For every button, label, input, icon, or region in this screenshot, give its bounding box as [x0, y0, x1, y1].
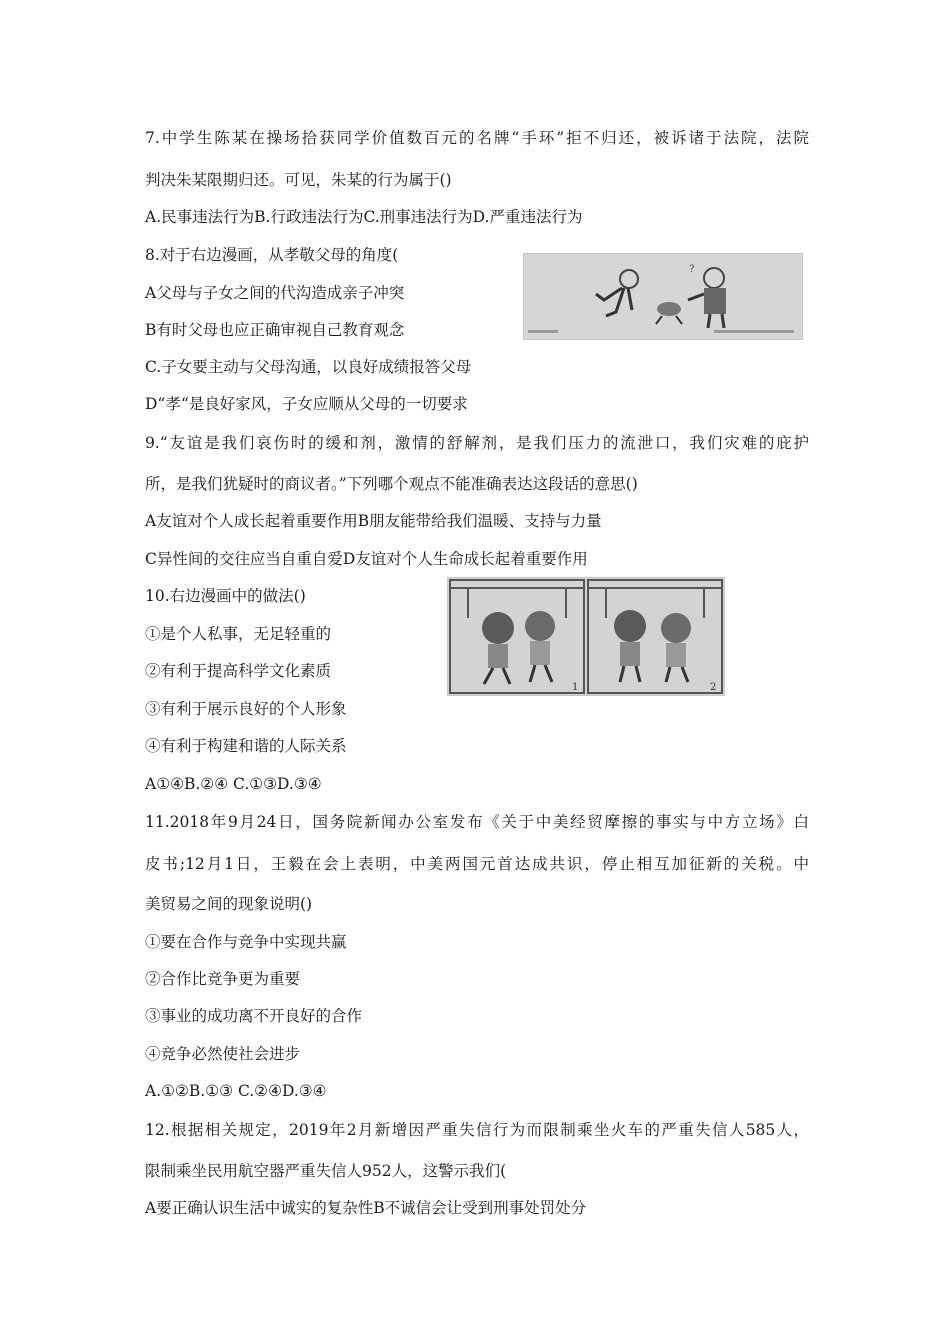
q9-stem-line2: 所，是我们犹疑时的商议者。”下列哪个观点不能准确表达这段话的意思(): [145, 475, 638, 493]
q9-options-ab: A友谊对个人成长起着重要作用B朋友能带给我们温暖、支持与力量: [145, 512, 602, 530]
q8-option-d: D“孝“是良好家风，子女应顺从父母的一切要求: [145, 395, 468, 413]
q10-item-2: ②有利于提高科学文化素质: [145, 662, 332, 680]
q12-options-ab: A要正确认识生活中诚实的复杂性B不诚信会让受到刑事处罚处分: [145, 1199, 587, 1217]
q12-stem-line2: 限制乘坐民用航空器严重失信人952人，这警示我们(: [145, 1162, 507, 1180]
children-cartoon-image: [447, 577, 725, 696]
family-cartoon-image: [523, 253, 803, 340]
q7-stem-line2: 判决朱某限期归还。可见，朱某的行为属于(): [145, 171, 452, 189]
q10-item-1: ①是个人私事，无足轻重的: [145, 625, 332, 643]
q10-item-4: ④有利于构建和谐的人际关系: [145, 737, 347, 755]
q10-item-3: ③有利于展示良好的个人形象: [145, 700, 347, 718]
q12-stem-line1: 12.根据相关规定，2019年2月新增因严重失信行为而限制乘坐火车的严重失信人585人，: [145, 1121, 809, 1139]
q11-item-2: ②合作比竞争更为重要: [145, 970, 301, 988]
q8-option-c: C.子女要主动与父母沟通，以良好成绩报答父母: [145, 358, 472, 376]
svg-text:?: ?: [689, 264, 695, 275]
q11-options: A.①②B.①③ C.②④D.③④: [145, 1082, 327, 1100]
q11-stem-line2: 皮书;12月1日，王毅在会上表明，中美两国元首达成共识，停止相互加征新的关税。中: [145, 855, 809, 873]
q11-stem-line3: 美贸易之间的现象说明(): [145, 895, 313, 913]
q10-options: A①④B.②④ C.①③D.③④: [145, 775, 322, 793]
q11-item-4: ④竞争必然使社会进步: [145, 1045, 301, 1063]
children-cartoon-drawing: [448, 578, 724, 695]
q11-item-3: ③事业的成功离不开良好的合作: [145, 1007, 363, 1025]
q7-options: A.民事违法行为B.行政违法行为C.刑事违法行为D.严重违法行为: [145, 208, 583, 226]
q8-option-a: A父母与子女之间的代沟造成亲子冲突: [145, 284, 405, 302]
q7-stem-line1: 7.中学生陈某在操场拾获同学价值数百元的名牌“手环”拒不归还，被诉诸于法院，法院: [145, 129, 809, 147]
family-cartoon-drawing: [524, 254, 802, 339]
q9-stem-line1: 9.“友谊是我们哀伤时的缓和剂，激情的舒解剂，是我们压力的流泄口，我们灾难的庇护: [145, 434, 809, 452]
q8-stem: 8.对于右边漫画，从孝敬父母的角度(: [145, 246, 399, 264]
panel-2-number: 2: [710, 682, 717, 693]
panel-1-number: 1: [572, 682, 579, 693]
q11-item-1: ①要在合作与竞争中实现共赢: [145, 933, 347, 951]
q9-options-cd: C异性间的交往应当自重自爱D友谊对个人生命成长起着重要作用: [145, 550, 588, 568]
q8-option-b: B有时父母也应正确审视自己教育观念: [145, 321, 405, 339]
q10-stem: 10.右边漫画中的做法(): [145, 587, 306, 605]
q11-stem-line1: 11.2018年9月24日，国务院新闻办公室发布《关于中美经贸摩擦的事实与中方立场》白: [145, 813, 809, 831]
